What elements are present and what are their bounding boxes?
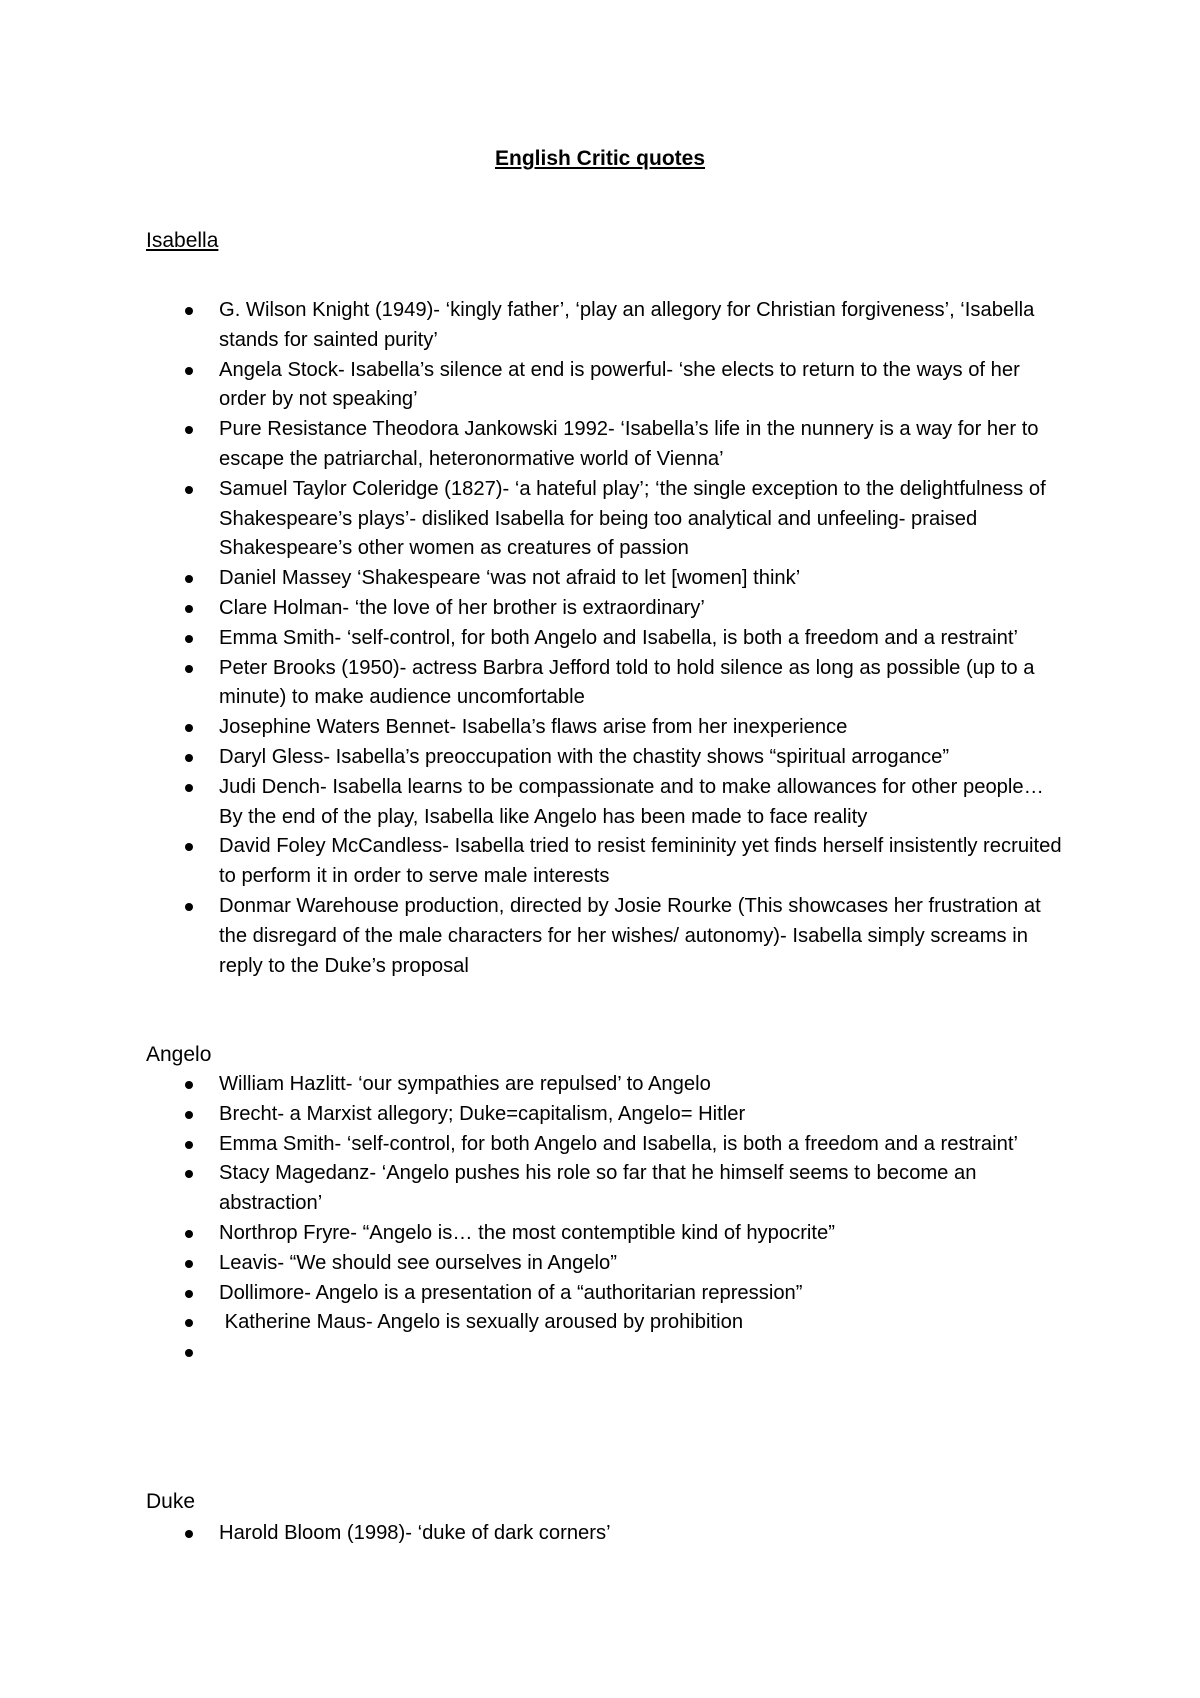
- quote-item: Emma Smith- ‘self-control, for both Angelo and Isabella, is both a freedom and a restraint’: [146, 1130, 1066, 1160]
- quote-item: Stacy Magedanz- ‘Angelo pushes his role so far that he himself seems to become an abstraction’: [146, 1159, 1066, 1219]
- quote-item: Dollimore- Angelo is a presentation of a “authoritarian repression”: [146, 1279, 1066, 1309]
- quote-item: Brecht- a Marxist allegory; Duke=capitalism, Angelo= Hitler: [146, 1100, 1066, 1130]
- quote-item: Peter Brooks (1950)- actress Barbra Jefford told to hold silence as long as possible (up to a minute) to make audience uncomfortable: [146, 654, 1066, 714]
- quote-item: Pure Resistance Theodora Jankowski 1992- ‘Isabella’s life in the nunnery is a way for her to escape the patriarchal, heteronormative world of Vienna’: [146, 415, 1066, 475]
- quote-item: Samuel Taylor Coleridge (1827)- ‘a hateful play’; ‘the single exception to the delightfulness of Shakespeare’s plays’- disliked Isabella for being too analytical and unfeeling- praised Shakespeare’s other women as creatures of passion: [146, 475, 1066, 564]
- section-heading-isabella: Isabella: [146, 229, 219, 252]
- document-title: English Critic quotes: [494, 147, 706, 170]
- quote-item: Daryl Gless- Isabella’s preoccupation with the chastity shows “spiritual arrogance”: [146, 743, 1066, 773]
- quote-item: G. Wilson Knight (1949)- ‘kingly father’, ‘play an allegory for Christian forgiveness’, ‘Isabella stands for sainted purity’: [146, 296, 1066, 356]
- duke-quote-list: [146, 1519, 1066, 1549]
- section-heading-duke: Duke: [146, 1490, 196, 1513]
- quote-item: Leavis- “We should see ourselves in Angelo”: [146, 1249, 1066, 1279]
- isabella-quote-list: [146, 296, 1066, 981]
- quote-item: William Hazlitt- ‘our sympathies are repulsed’ to Angelo: [146, 1070, 1066, 1100]
- quote-item: Daniel Massey ‘Shakespeare ‘was not afraid to let [women] think’: [146, 564, 1066, 594]
- quote-item: Katherine Maus- Angelo is sexually aroused by prohibition: [146, 1308, 1066, 1338]
- quote-item: Donmar Warehouse production, directed by Josie Rourke (This showcases her frustration at the disregard of the male characters for her wishes/ autonomy)- Isabella simply screams in reply to the Duke’s proposal: [146, 892, 1066, 981]
- empty-quote-item: [146, 1338, 1066, 1368]
- quote-item: Judi Dench- Isabella learns to be compassionate and to make allowances for other people… By the end of the play, Isabella like Angelo has been made to face reality: [146, 773, 1066, 833]
- quote-item: Angela Stock- Isabella’s silence at end is powerful- ‘she elects to return to the ways of her order by not speaking’: [146, 356, 1066, 416]
- quote-item: David Foley McCandless- Isabella tried to resist femininity yet finds herself insistently recruited to perform it in order to serve male interests: [146, 832, 1066, 892]
- angelo-quote-list: [146, 1070, 1066, 1368]
- quote-item: Clare Holman- ‘the love of her brother is extraordinary’: [146, 594, 1066, 624]
- quote-item: Northrop Fryre- “Angelo is… the most contemptible kind of hypocrite”: [146, 1219, 1066, 1249]
- quote-item: Josephine Waters Bennet- Isabella’s flaws arise from her inexperience: [146, 713, 1066, 743]
- section-heading-angelo: Angelo: [146, 1043, 212, 1066]
- quote-item: Emma Smith- ‘self-control, for both Angelo and Isabella, is both a freedom and a restraint’: [146, 624, 1066, 654]
- quote-item: Harold Bloom (1998)- ‘duke of dark corners’: [146, 1519, 1066, 1549]
